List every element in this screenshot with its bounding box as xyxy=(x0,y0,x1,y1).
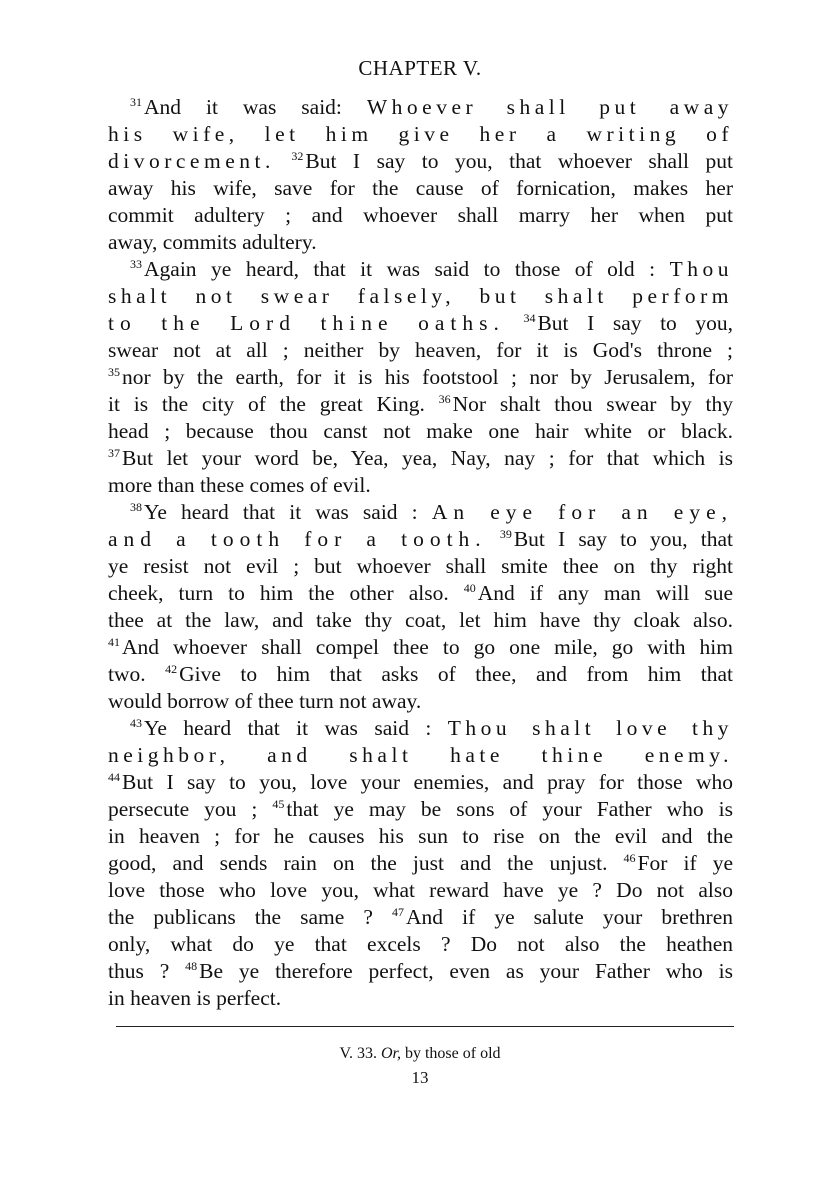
verse-text: Give to him that asks of thee, and from him that xyxy=(179,662,733,686)
verse-text: it is the city of the great King. xyxy=(108,392,425,416)
quotation-spaced: divorcement. xyxy=(108,149,275,173)
text-line xyxy=(108,526,733,553)
verse-text: two. xyxy=(108,662,146,686)
verse-text: But I say to you, xyxy=(537,311,734,335)
verse-number: 32 xyxy=(291,149,304,163)
text-line: in heaven ; for he causes his sun to rise on the evil and the xyxy=(108,824,733,848)
footnote-text: by those of old xyxy=(404,1045,501,1062)
chapter-body xyxy=(108,94,733,1012)
quotation-spaced: his wife, let him give her a writing of xyxy=(108,122,733,146)
verse-text: And it was said: xyxy=(144,95,342,119)
text-line xyxy=(108,94,733,121)
text-line: away, commits adultery. xyxy=(108,230,317,254)
text-line: ye resist not evil ; but whoever shall smite thee on thy right xyxy=(108,554,733,578)
verse-number: 44 xyxy=(108,770,120,784)
verse-number: 48 xyxy=(185,959,198,973)
paragraph-1 xyxy=(108,94,733,256)
footnote xyxy=(0,1045,840,1063)
text-line xyxy=(108,256,733,283)
text-line xyxy=(108,580,733,607)
verse-number: 37 xyxy=(108,446,120,460)
verse-number: 47 xyxy=(392,905,405,919)
footnote-reference: V. 33. xyxy=(339,1045,377,1062)
verse-text: Ye heard that it was said : xyxy=(144,716,432,740)
text-line xyxy=(108,499,733,526)
verse-text: Again ye heard, that it was said to those of old : xyxy=(144,257,656,281)
quotation-spaced: An eye for an eye, xyxy=(431,500,734,524)
verse-number: 40 xyxy=(463,581,476,595)
text-line: head ; because thou canst not make one hair white or black. xyxy=(108,419,733,443)
verse-text: And whoever shall compel thee to go one mile, go with him xyxy=(122,635,733,659)
verse-number: 38 xyxy=(130,500,142,514)
verse-text: And if any man will sue xyxy=(477,581,734,605)
verse-text: But I say to you, that xyxy=(513,527,733,551)
verse-number: 43 xyxy=(130,716,142,730)
text-line: would borrow of thee turn not away. xyxy=(108,689,422,713)
text-line xyxy=(108,634,733,661)
text-line xyxy=(108,310,733,337)
chapter-heading: CHAPTER V. xyxy=(358,56,482,80)
verse-text: Be ye therefore perfect, even as your Father who is xyxy=(199,959,734,983)
quotation-spaced: Thou xyxy=(669,257,733,281)
verse-number: 39 xyxy=(499,527,512,541)
verse-text: that ye may be sons of your Father who is xyxy=(286,797,734,821)
text-line xyxy=(108,661,733,688)
text-line xyxy=(108,796,733,823)
text-line xyxy=(108,445,733,472)
text-line xyxy=(108,850,733,877)
quotation-spaced: shalt not swear falsely, but shalt perform xyxy=(108,284,733,308)
text-line xyxy=(108,391,733,418)
text-line: swear not at all ; neither by heaven, for it is God's throne ; xyxy=(108,338,733,362)
verse-number: 35 xyxy=(108,365,120,379)
page-number: 13 xyxy=(411,1068,429,1087)
verse-number: 45 xyxy=(272,797,285,811)
quotation-spaced: Thou shalt love thy xyxy=(447,716,733,740)
verse-text: Nor shalt thou swear by thy xyxy=(452,392,733,416)
quotation-spaced: neighbor, and shalt hate thine enemy. xyxy=(108,743,733,767)
verse-number: 31 xyxy=(130,95,142,109)
verse-text: Ye heard that it was said : xyxy=(144,500,418,524)
paragraph-4 xyxy=(108,715,733,1012)
quotation-spaced: and a tooth for a tooth. xyxy=(108,527,487,551)
text-line: in heaven is perfect. xyxy=(108,986,282,1010)
quotation-spaced: Whoever shall put away xyxy=(366,95,733,119)
quotation-spaced: to the Lord thine oaths. xyxy=(108,311,505,335)
verse-text: And if ye salute your brethren xyxy=(406,905,734,929)
text-line xyxy=(108,715,733,742)
verse-number: 41 xyxy=(108,635,120,649)
text-line xyxy=(108,958,733,985)
verse-text: the publicans the same ? xyxy=(108,905,373,929)
text-line xyxy=(108,769,733,796)
verse-text: persecute you ; xyxy=(108,797,258,821)
text-line: love those who love you, what reward have ye ? Do not also xyxy=(108,878,733,902)
verse-number: 33 xyxy=(130,257,142,271)
text-line xyxy=(108,148,733,175)
verse-text: nor by the earth, for it is his footstool ; nor by Jerusalem, for xyxy=(122,365,733,389)
footnote-divider xyxy=(116,1026,734,1027)
verse-text: But I say to you, that whoever shall put xyxy=(305,149,734,173)
verse-number: 34 xyxy=(523,311,536,325)
text-line: commit adultery ; and whoever shall marry her when put xyxy=(108,203,733,227)
verse-number: 36 xyxy=(438,392,451,406)
verse-text: thus ? xyxy=(108,959,170,983)
verse-text: cheek, turn to him the other also. xyxy=(108,581,449,605)
verse-number: 46 xyxy=(623,851,636,865)
text-line: only, what do ye that excels ? Do not also the heathen xyxy=(108,932,733,956)
text-line: thee at the law, and take thy coat, let him have thy cloak also. xyxy=(108,608,733,632)
verse-number: 42 xyxy=(165,662,178,676)
text-line xyxy=(108,364,733,391)
paragraph-2 xyxy=(108,256,733,499)
verse-text: But I say to you, love your enemies, and pray for those who xyxy=(122,770,733,794)
verse-text: good, and sends rain on the just and the unjust. xyxy=(108,851,608,875)
text-line: away his wife, save for the cause of fornication, makes her xyxy=(108,176,733,200)
paragraph-3 xyxy=(108,499,733,715)
text-line xyxy=(108,904,733,931)
text-line: more than these comes of evil. xyxy=(108,473,371,497)
verse-text: But let your word be, Yea, yea, Nay, nay ; for that which is xyxy=(122,446,733,470)
verse-text: For if ye xyxy=(637,851,734,875)
footnote-or: Or, xyxy=(380,1045,401,1062)
